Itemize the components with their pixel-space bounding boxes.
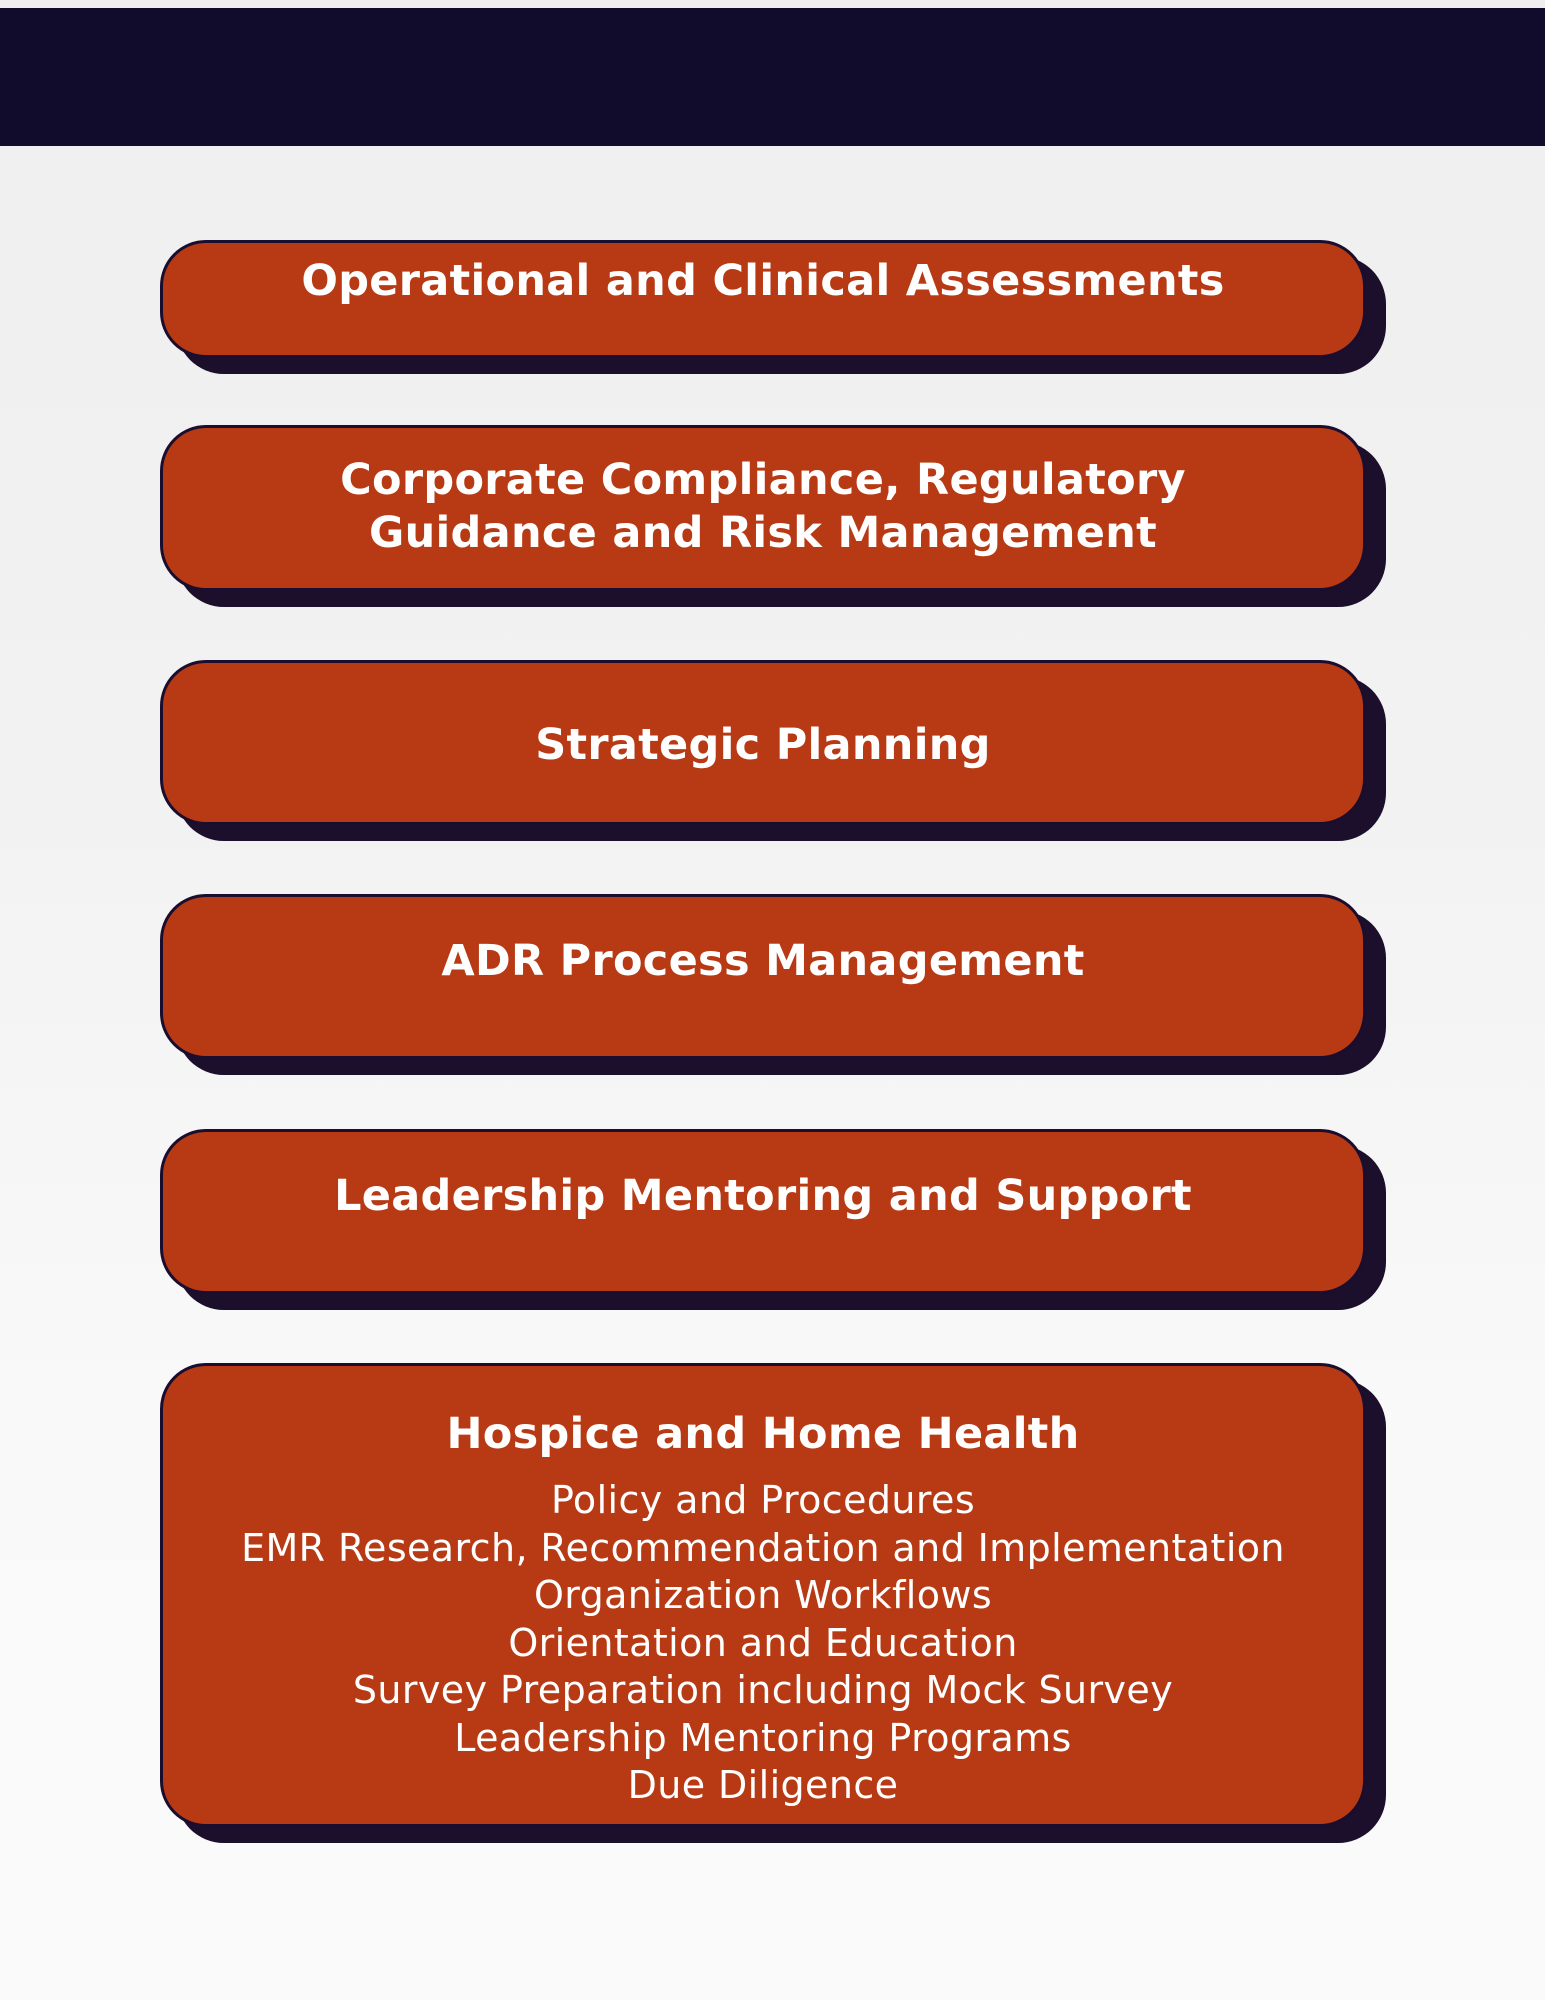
list-item: Orientation and Education bbox=[508, 1620, 1018, 1665]
card-body bbox=[160, 240, 1366, 358]
card-body bbox=[160, 660, 1366, 825]
card-title: Hospice and Home Health bbox=[446, 1409, 1080, 1459]
card-body bbox=[160, 894, 1366, 1059]
card-title: Corporate Compliance, Regulatory Guidance and Risk Management bbox=[340, 455, 1186, 558]
card-title: Operational and Clinical Assessments bbox=[301, 256, 1225, 306]
list-item: Leadership Mentoring Programs bbox=[454, 1715, 1072, 1760]
card-body bbox=[160, 425, 1366, 591]
list-item: Policy and Procedures bbox=[550, 1478, 976, 1522]
list-item: Organization Workflows bbox=[533, 1573, 993, 1617]
service-list bbox=[163, 1477, 1363, 1810]
card-body bbox=[160, 1129, 1366, 1294]
list-item: EMR Research, Recommendation and Implementation bbox=[241, 1525, 1285, 1570]
list-item: Due Diligence bbox=[627, 1763, 899, 1807]
header-band bbox=[0, 8, 1545, 146]
list-item: Survey Preparation including Mock Survey bbox=[352, 1668, 1174, 1712]
card-title: Strategic Planning bbox=[535, 720, 991, 770]
card-body bbox=[160, 1363, 1366, 1827]
card-title: Leadership Mentoring and Support bbox=[334, 1171, 1192, 1221]
card-title: ADR Process Management bbox=[441, 936, 1085, 986]
